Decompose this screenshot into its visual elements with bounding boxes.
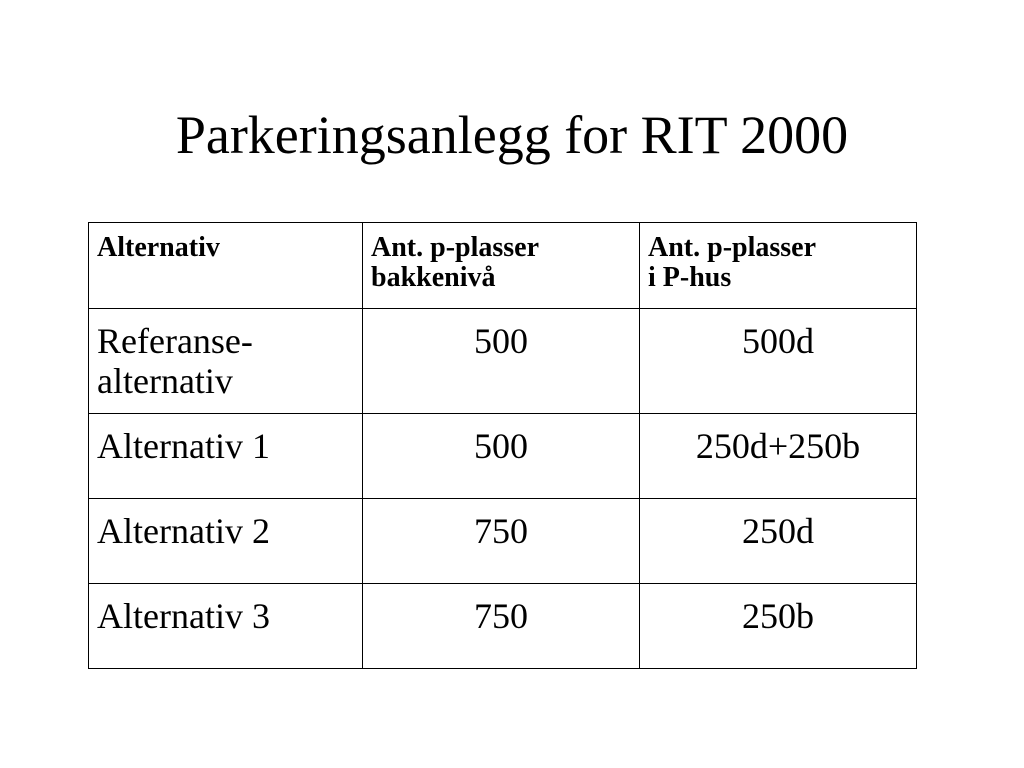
garage-count: 250b: [640, 584, 917, 669]
garage-count: 250d+250b: [640, 414, 917, 499]
header-parking-garage-line-1: Ant. p-plasser: [648, 232, 817, 263]
row-label-line-1: Referanse-: [97, 321, 253, 361]
row-label-line-2: alternativ: [97, 361, 233, 401]
garage-count: 500d: [640, 309, 917, 414]
row-label: [89, 499, 363, 584]
header-parking-garage-line-2: i P-hus: [648, 262, 732, 293]
header-parking-garage: [640, 223, 917, 309]
ground-count: 500: [363, 309, 640, 414]
table-row: [89, 499, 917, 584]
table-row: [89, 414, 917, 499]
header-alternativ-line-1: Alternativ: [97, 232, 220, 263]
ground-count: 750: [363, 584, 640, 669]
row-label: [89, 309, 363, 414]
header-ground-level-line-2: bakkenivå: [371, 262, 496, 293]
table-header-row: [89, 223, 917, 309]
header-ground-level-line-1: Ant. p-plasser: [371, 232, 540, 263]
garage-count: 250d: [640, 499, 917, 584]
table-row: [89, 309, 917, 414]
header-ground-level: [363, 223, 640, 309]
header-alternativ: [89, 223, 363, 309]
parking-table: [88, 222, 917, 669]
row-label: [89, 584, 363, 669]
slide-title: Parkeringsanlegg for RIT 2000: [175, 105, 849, 165]
ground-count: 500: [363, 414, 640, 499]
ground-count: 750: [363, 499, 640, 584]
row-label-line-1: Alternativ 2: [97, 511, 270, 551]
row-label-line-1: Alternativ 3: [97, 596, 270, 636]
row-label-line-1: Alternativ 1: [97, 426, 270, 466]
row-label: [89, 414, 363, 499]
table-row: [89, 584, 917, 669]
